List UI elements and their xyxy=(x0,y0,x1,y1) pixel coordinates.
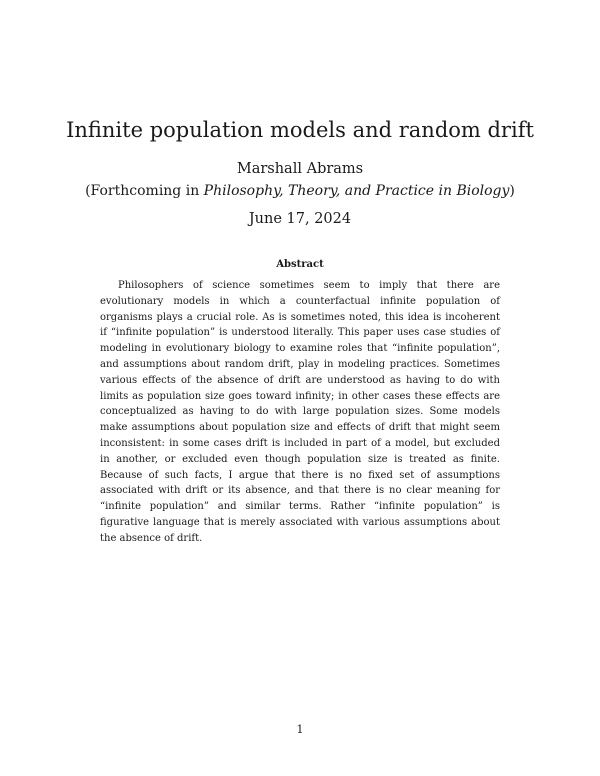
author-name: Marshall Abrams xyxy=(236,161,364,177)
journal-name: Philosophy, Theory, and Practice in Biology xyxy=(203,183,510,199)
page-number: 1 xyxy=(296,723,304,736)
venue-suffix: ) xyxy=(509,183,515,199)
venue-prefix: (Forthcoming in xyxy=(85,183,204,199)
publication-date: June 17, 2024 xyxy=(248,211,352,227)
paper-title: Infinite population models and random drift xyxy=(66,118,534,142)
publication-venue xyxy=(0,181,600,201)
abstract-text: Philosophers of science sometimes seem to imply that there are evolutionary models in which a counterfactual infinite population of organisms plays a crucial role. As is sometimes noted, this idea is incoherent if “infinite population” is understood literally. This paper uses case studies of modeling in evolutionary biology to examine roles that “infinite population”, and assumptions about random drift, play in modeling practices. Sometimes various effects of the absence of drift are understood as having to do with limits as population size goes toward infinity; in other cases these effects are conceptualized as having to do with large population sizes. Some models make assumptions about population size and effects of drift that might seem inconsistent: in some cases drift is included in part of a model, but excluded in another, or excluded even though population size is treated as finite. Because of such facts, I argue that there is no fixed set of assumptions associated with drift or its absence, and that there is no clear meaning for “infinite population” and similar terms. Rather “infinite population” is figurative language that is merely associated with various assumptions about the absence of drift. xyxy=(100,280,500,544)
abstract-heading: Abstract xyxy=(276,259,324,270)
